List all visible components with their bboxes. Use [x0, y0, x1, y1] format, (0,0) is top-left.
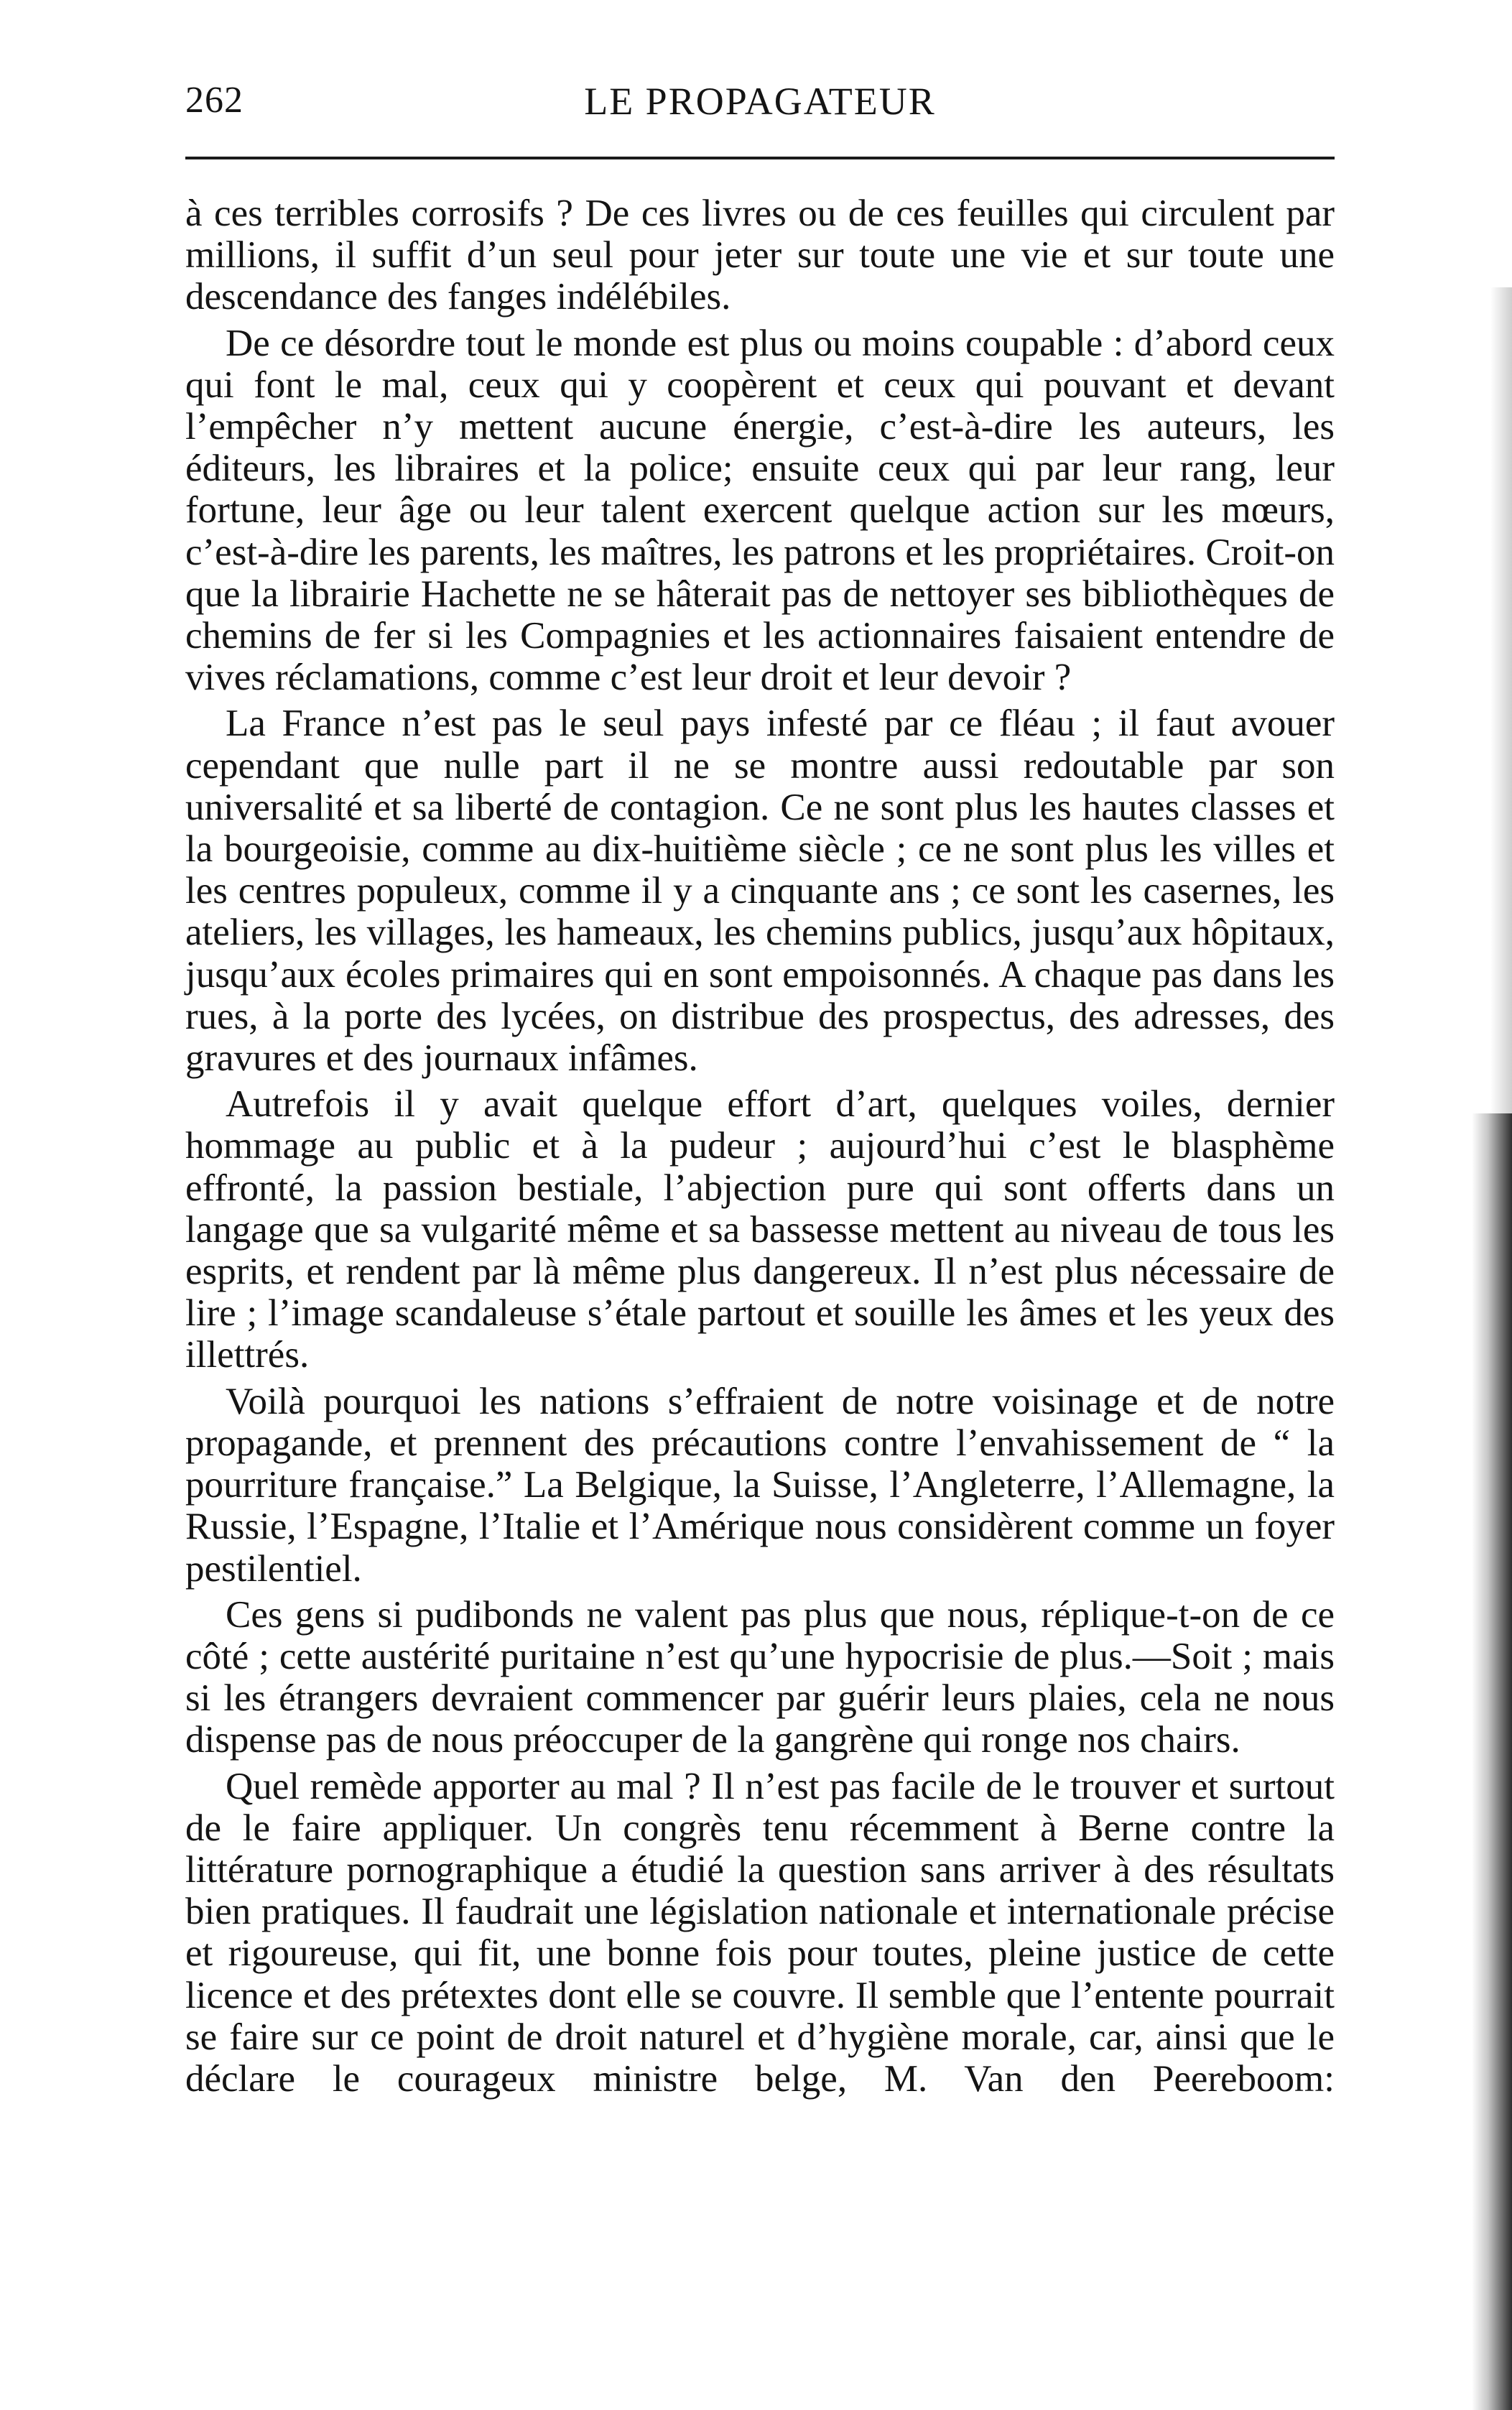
running-title: LE PROPAGATEUR [584, 80, 936, 123]
page-number: 262 [185, 80, 244, 121]
paragraph: Ces gens si pudibonds ne valent pas plus que nous, réplique-t-on de ce côté ; cette austérité puritaine n’est qu’une hypocrisie de plus.—Soit ; mais si les étrangers devraient commencer par guérir leurs plaies, cela ne nous dispense pas de nous préoccuper de la gangrène qui ronge nos chairs. [185, 1593, 1335, 1761]
paragraph: Autrefois il y avait quelque effort d’art, quelques voiles, dernier hommage au public et à la pudeur ; aujourd’hui c’est le blasphème effronté, la passion bestiale, l’abjection pure qui sont offerts dans un langage que sa vulgarité même et sa bassesse mettent au niveau de tous les esprits, et rendent par là même plus dangereux. Il n’est plus nécessaire de lire ; l’image scandaleuse s’étale partout et souille les âmes et les yeux des illettrés. [185, 1083, 1335, 1376]
paragraph: Voilà pourquoi les nations s’effraient de notre voisinage et de notre propagande, et prennent des précautions contre l’envahissement de “ la pourriture française.” La Belgique, la Suisse, l’Angleterre, l’Allemagne, la Russie, l’Espagne, l’Italie et l’Amérique nous considèrent comme un foyer pestilentiel. [185, 1380, 1335, 1590]
page-edge-shadow [1472, 1113, 1512, 2410]
body-text [185, 193, 1335, 2104]
page-header [185, 79, 1335, 136]
paragraph: La France n’est pas le seul pays infesté par ce fléau ; il faut avouer cependant que nulle part il ne se montre aussi redoutable par son universalité et sa liberté de contagion. Ce ne sont plus les hautes classes et la bourgeoisie, comme au dix-huitième siècle ; ce ne sont plus les villes et les centres populeux, comme il y a cinquante ans ; ce sont les casernes, les ateliers, les villages, les hameaux, les chemins publics, jusqu’aux hôpitaux, jusqu’aux écoles primaires qui en sont empoisonnés. A chaque pas dans les rues, à la porte des lycées, on distribue des prospectus, des adresses, des gravures et des journaux infâmes. [185, 703, 1335, 1080]
paragraph: De ce désordre tout le monde est plus ou moins coupable : d’abord ceux qui font le mal, ceux qui y coopèrent et ceux qui pouvant et devant l’empêcher n’y mettent aucune énergie, c’est-à-dire les auteurs, les éditeurs, les libraires et la police; ensuite ceux qui par leur rang, leur fortune, leur âge ou leur talent exercent quelque action sur les mœurs, c’est-à-dire les parents, les maîtres, les patrons et les propriétaires. Croit-on que la librairie Hachette ne se hâterait pas de nettoyer ses bibliothèques de chemins de fer si les Compagnies et les actionnaires faisaient entendre de vives réclamations, comme c’est leur droit et leur devoir ? [185, 322, 1335, 699]
page-edge-shadow-top [1490, 287, 1512, 1113]
paragraph: à ces terribles corrosifs ? De ces livres ou de ces feuilles qui circulent par millions, il suffit d’un seul pour jeter sur toute une vie et sur toute une descendance des fanges indélébiles. [185, 193, 1335, 318]
header-rule [185, 157, 1335, 159]
paragraph: Quel remède apporter au mal ? Il n’est pas facile de le trouver et surtout de le faire appliquer. Un congrès tenu récemment à Berne contre la littérature pornographique a étudié la question sans arriver à des résultats bien pratiques. Il faudrait une législation nationale et internationale précise et rigoureuse, qui fit, une bonne fois pour toutes, pleine justice de cette licence et des prétextes dont elle se couvre. Il semble que l’entente pourrait se faire sur ce point de droit naturel et d’hygiène morale, car, ainsi que le déclare le courageux ministre belge, M. Van den Peereboom: [185, 1765, 1335, 2100]
